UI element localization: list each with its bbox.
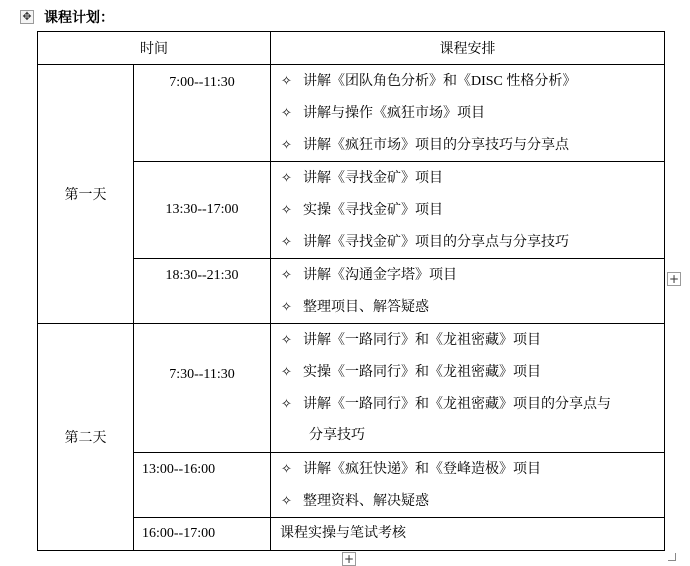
- table-row: [38, 324, 665, 453]
- diamond-star-bullet-icon: ✧: [281, 202, 292, 217]
- diamond-star-bullet-icon: ✧: [281, 493, 292, 508]
- table-resize-handle-icon[interactable]: [668, 553, 676, 561]
- list-item: ✧ 讲解《团队角色分析》和《DISC 性格分析》: [271, 65, 664, 97]
- session-time: 13:00--16:00: [134, 453, 271, 518]
- diamond-star-bullet-icon: ✧: [281, 105, 292, 120]
- list-item: ✧ 讲解《疯狂市场》项目的分享技巧与分享点: [271, 129, 664, 161]
- list-item: ✧ 讲解《疯狂快递》和《登峰造极》项目: [271, 453, 664, 485]
- header-time: 时间: [38, 32, 271, 65]
- table-row: [38, 65, 665, 162]
- session-items: [271, 65, 665, 162]
- session-time: 7:00--11:30: [134, 65, 271, 162]
- list-item: ✧ 实操《寻找金矿》项目: [271, 194, 664, 226]
- add-row-plus-icon[interactable]: +: [668, 272, 680, 286]
- session-time: 16:00--17:00: [134, 518, 271, 551]
- list-item: ✧ 讲解与操作《疯狂市场》项目: [271, 97, 664, 129]
- session-items: [271, 518, 665, 551]
- session-time: 18:30--21:30: [134, 259, 271, 324]
- diamond-star-bullet-icon: ✧: [281, 299, 292, 314]
- session-items: [271, 453, 665, 518]
- header-schedule: 课程安排: [271, 32, 665, 65]
- plain-item: 课程实操与笔试考核: [280, 526, 406, 541]
- diamond-star-bullet-icon: ✧: [281, 73, 292, 88]
- diamond-star-bullet-icon: ✧: [281, 396, 292, 411]
- diamond-star-bullet-icon: ✧: [281, 461, 292, 476]
- course-plan-table: [37, 31, 665, 551]
- table-move-handle-icon[interactable]: ✥: [20, 10, 34, 24]
- diamond-star-bullet-icon: ✧: [281, 234, 292, 249]
- list-item: ✧ 讲解《沟通金字塔》项目: [271, 259, 664, 291]
- session-items: [271, 259, 665, 324]
- list-item: ✧ 实操《一路同行》和《龙祖密藏》项目: [271, 356, 664, 388]
- add-column-plus-icon[interactable]: +: [343, 552, 355, 566]
- session-time: 7:30--11:30: [134, 324, 271, 453]
- diamond-star-bullet-icon: ✧: [281, 170, 292, 185]
- section-title: 课程计划：: [44, 10, 114, 26]
- header-row: [38, 32, 665, 65]
- list-item-continuation: 分享技巧: [309, 428, 365, 443]
- list-item: ✧ 讲解《一路同行》和《龙祖密藏》项目的分享点与: [271, 388, 664, 420]
- diamond-star-bullet-icon: ✧: [281, 364, 292, 379]
- list-item: ✧ 讲解《一路同行》和《龙祖密藏》项目: [271, 324, 664, 356]
- session-items: [271, 324, 665, 453]
- session-time: 13:30--17:00: [134, 162, 271, 259]
- list-item: ✧ 整理项目、解答疑惑: [271, 291, 664, 323]
- session-items: [271, 162, 665, 259]
- list-item: ✧ 讲解《寻找金矿》项目的分享点与分享技巧: [271, 226, 664, 258]
- list-item: ✧ 讲解《寻找金矿》项目: [271, 162, 664, 194]
- diamond-star-bullet-icon: ✧: [281, 267, 292, 282]
- diamond-star-bullet-icon: ✧: [281, 137, 292, 152]
- list-item: ✧ 整理资料、解决疑惑: [271, 485, 664, 517]
- day-label: 第二天: [38, 324, 134, 551]
- diamond-star-bullet-icon: ✧: [281, 332, 292, 347]
- day-label: 第一天: [38, 65, 134, 324]
